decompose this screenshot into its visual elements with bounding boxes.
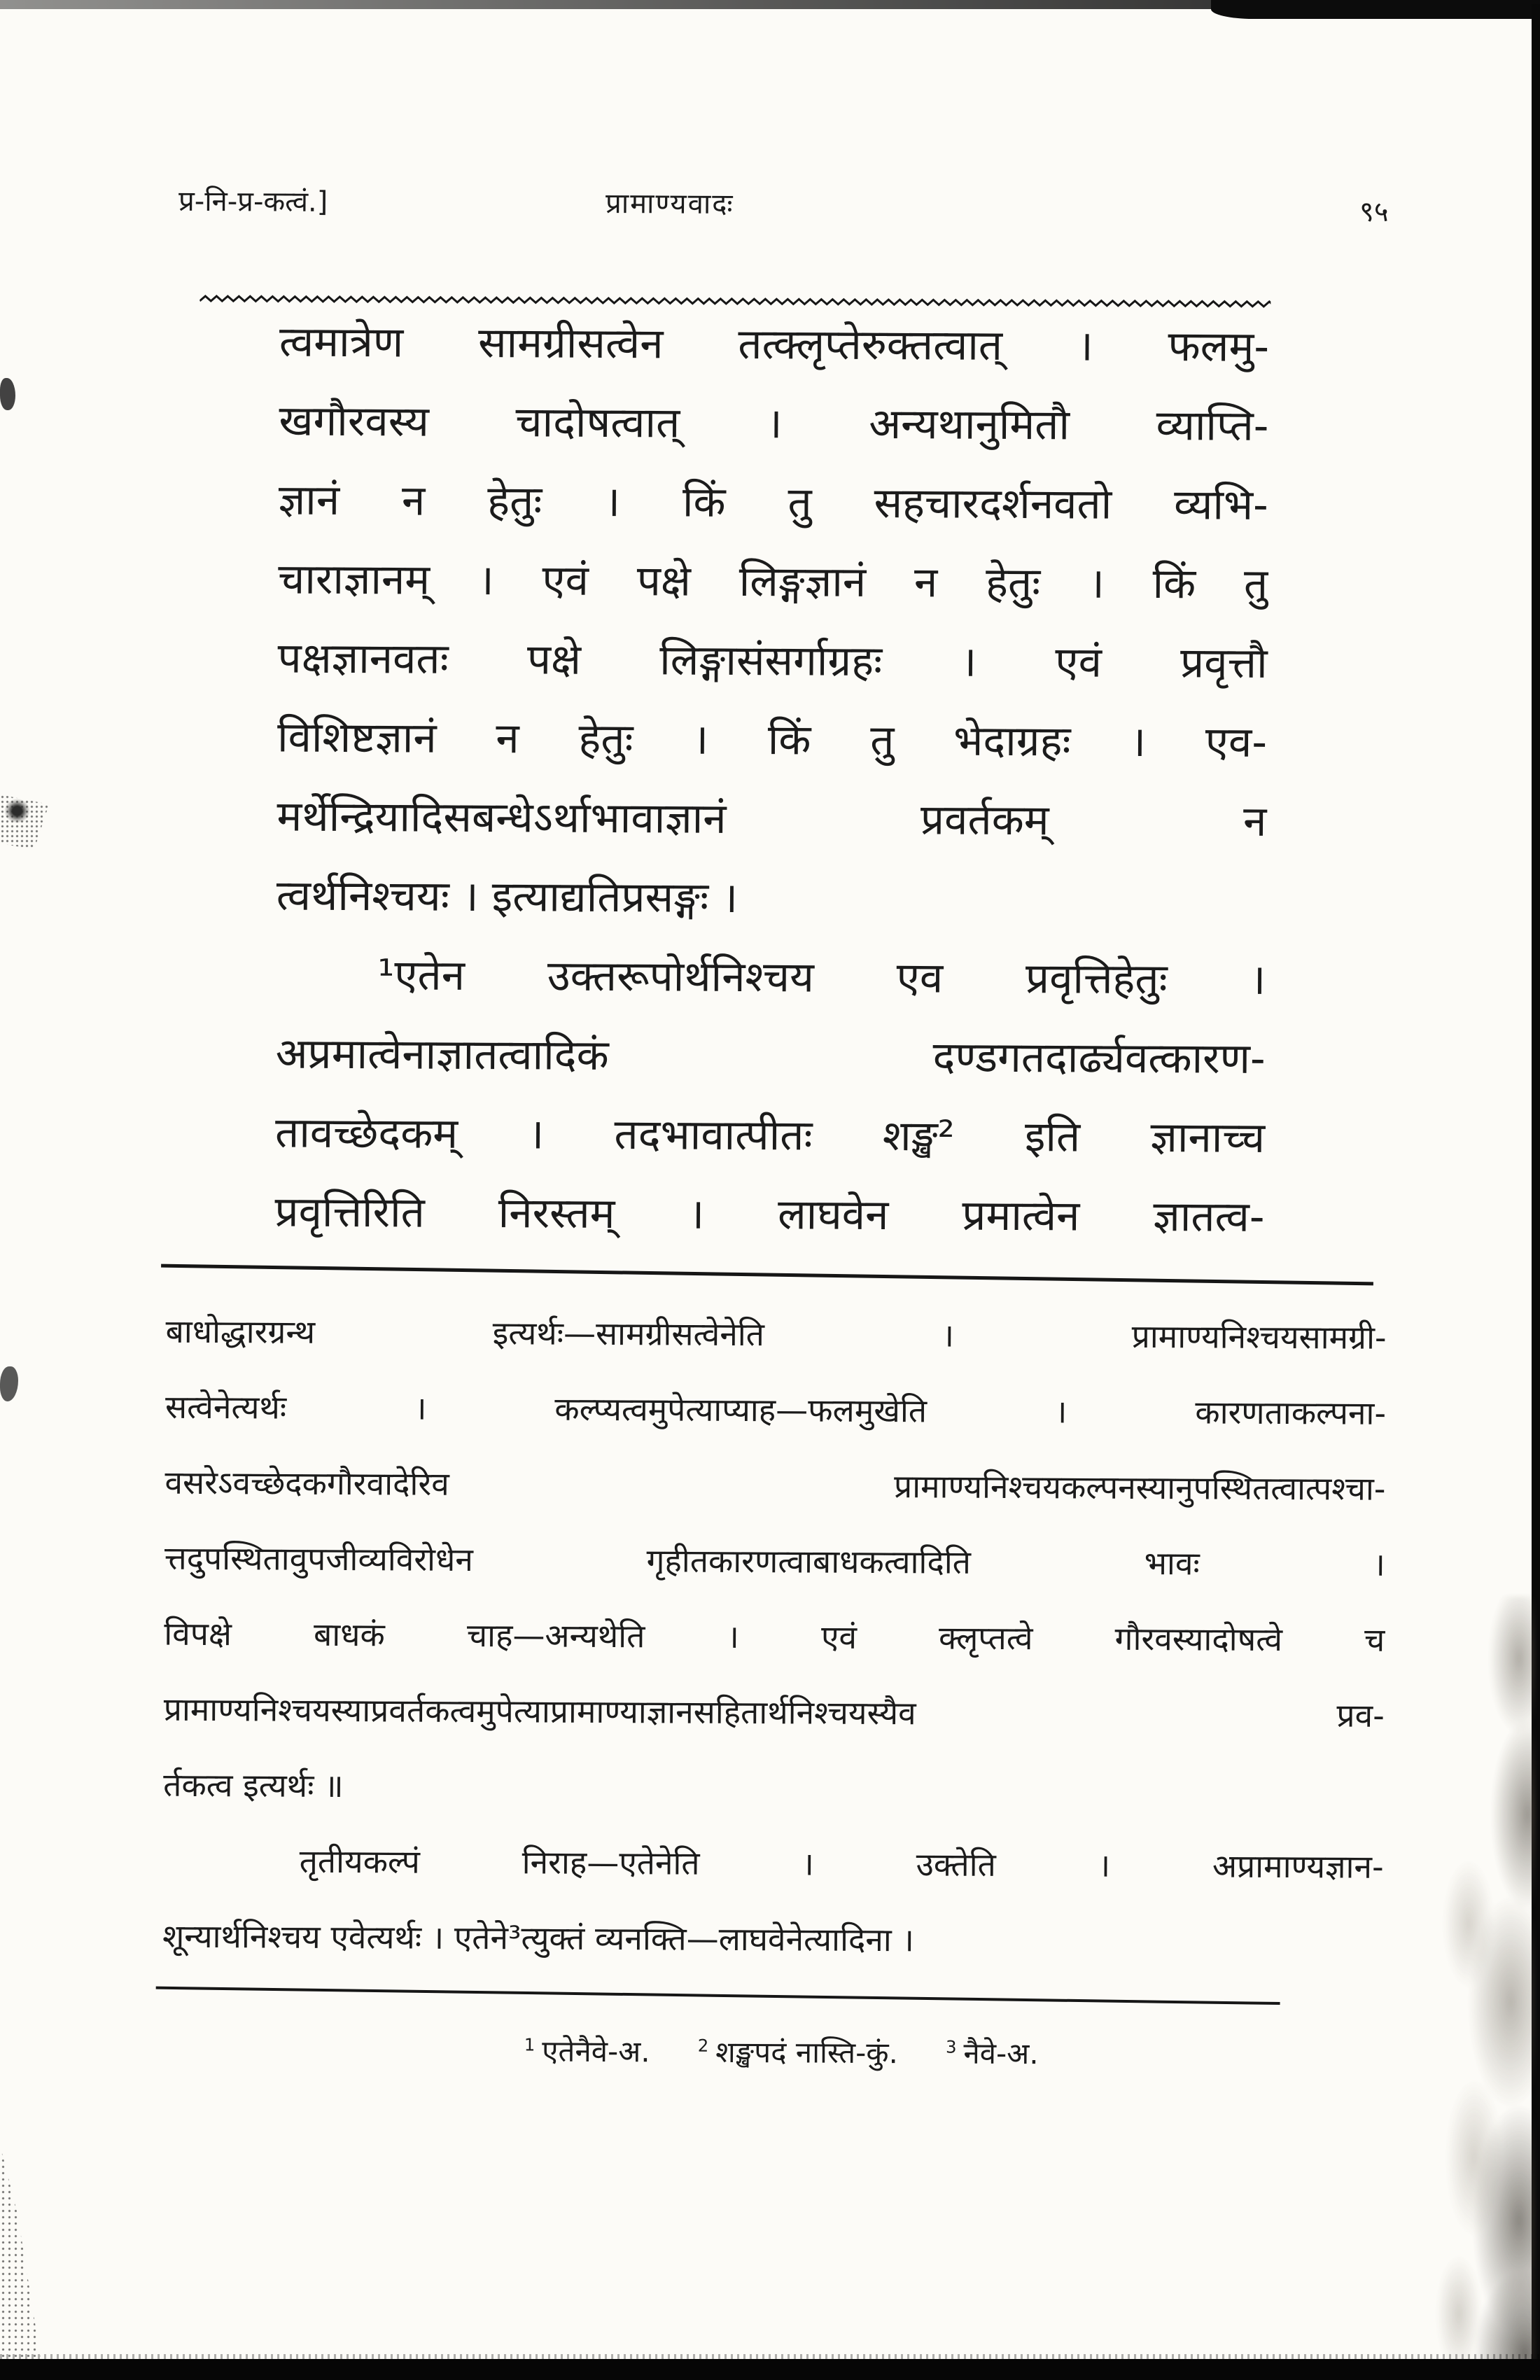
main-text-line: खगौरवस्य चादोषत्वात् । अन्यथानुमितौ व्याप्ति- xyxy=(279,396,1269,451)
commentary-separator-rule xyxy=(161,1264,1373,1286)
footnote-marker: 1 xyxy=(524,2034,536,2055)
main-text-line: विशिष्टज्ञानं न हेतुः । किं तु भेदाग्रहः । एव- xyxy=(276,713,1268,767)
scan-edge-bottom xyxy=(0,2359,1540,2380)
main-text-line: ज्ञानं न हेतुः । किं तु सहचारदर्शनवतो व्यभि- xyxy=(278,475,1268,530)
main-text-line: प्रवृत्तिरिति निरस्तम् । लाघवेन प्रमात्वेन ज्ञातत्व- xyxy=(274,1187,1265,1242)
commentary-line: विपक्षे बाधकं चाह—अन्यथेति । एवं क्लृप्तत्वे गौरवस्यादोषत्वे च xyxy=(164,1614,1385,1659)
main-text-line: त्वर्थनिश्चयः । इत्याद्यतिप्रसङ्गः । xyxy=(276,871,738,923)
main-text-block xyxy=(274,303,1269,1257)
commentary-line: र्तकत्व इत्यर्थः ॥ xyxy=(163,1765,344,1805)
commentary-line: बाधोद्धारग्रन्थ इत्यर्थः—सामग्रीसत्वेनेति । प्रामाण्यनिश्चयसामग्री- xyxy=(165,1312,1387,1357)
page-number: ९५ xyxy=(1359,195,1389,228)
main-text-line: तावच्छेदकम् । तदभावात्पीतः शङ्ख² इति ज्ञानाच्च xyxy=(274,1108,1266,1163)
commentary-line: तृतीयकल्पं निराह—एतेनेति । उक्तेति । अप्रामाण्यज्ञान- xyxy=(299,1842,1384,1886)
commentary-line: वसरेऽवच्छेदकगौरवादेरिव प्रामाण्यनिश्चयकल्पनस्यानुपस्थितत्वात्पश्चा- xyxy=(164,1463,1386,1508)
footnotes-line xyxy=(284,2029,1278,2074)
ink-blot xyxy=(0,378,15,410)
page-title: प्रामाण्यवादः xyxy=(605,187,734,220)
footnote-separator-rule xyxy=(156,1987,1280,2005)
commentary-line: प्रामाण्यनिश्चयस्याप्रवर्तकत्वमुपेत्याप्रामाण्याज्ञानसहितार्थनिश्चयस्यैव प्रव- xyxy=(163,1690,1385,1735)
commentary-block xyxy=(162,1294,1387,1980)
scan-edge-top-right xyxy=(1211,0,1540,19)
commentary-line: त्तदुपस्थितावुपजीव्यविरोधेन गृहीतकारणत्वाबाधकत्वादिति भावः । xyxy=(164,1539,1386,1583)
main-text-line: अप्रमात्वेनाज्ञातत्वादिकं दण्डगतदार्ढ्यवत्कारण- xyxy=(275,1029,1266,1084)
water-stain xyxy=(1396,1596,1536,2376)
main-text-line: त्वमात्रेण सामग्रीसत्वेन तत्क्लृप्तेरुक्तत्वात् । फलमु- xyxy=(279,317,1270,372)
footnote-item: $^2$ शङ्खपदं नास्ति-कुं. xyxy=(697,2034,899,2071)
footnote-item: $^1$ एतेनैवे-अ. xyxy=(524,2033,650,2069)
commentary-line: शून्यार्थनिश्चय एवेत्यर्थः । एतेने³त्युक्तं व्यनक्ति—लाघवेनेत्यादिना । xyxy=(162,1917,915,1959)
main-text-line: चाराज्ञानम् । एवं पक्षे लिङ्गज्ञानं न हेतुः । किं तु xyxy=(278,554,1268,609)
main-text-line: ¹एतेन उक्तरूपोर्थनिश्चय एव प्रवृत्तिहेतुः । xyxy=(377,951,1266,1004)
main-text-line: मर्थेन्द्रियादिसबन्धेऽर्थाभावाज्ञानं प्रवर्तकम् न xyxy=(276,792,1267,846)
header-section-marker: प्र-नि-प्र-कत्वं.] xyxy=(178,185,328,218)
commentary-line: सत्वेनेत्यर्थः । कल्प्यत्वमुपेत्याप्याह—फलमुखेति । कारणताकल्पना- xyxy=(164,1387,1387,1432)
footnote-item: $^3$ नैवे-अ. xyxy=(945,2036,1039,2071)
footnote-marker: 3 xyxy=(945,2036,957,2057)
main-text-line: पक्षज्ञानवतः पक्षे लिङ्गासंसर्गाग्रहः । एवं प्रवृत्तौ xyxy=(277,634,1268,688)
footnote-marker: 2 xyxy=(697,2035,709,2056)
